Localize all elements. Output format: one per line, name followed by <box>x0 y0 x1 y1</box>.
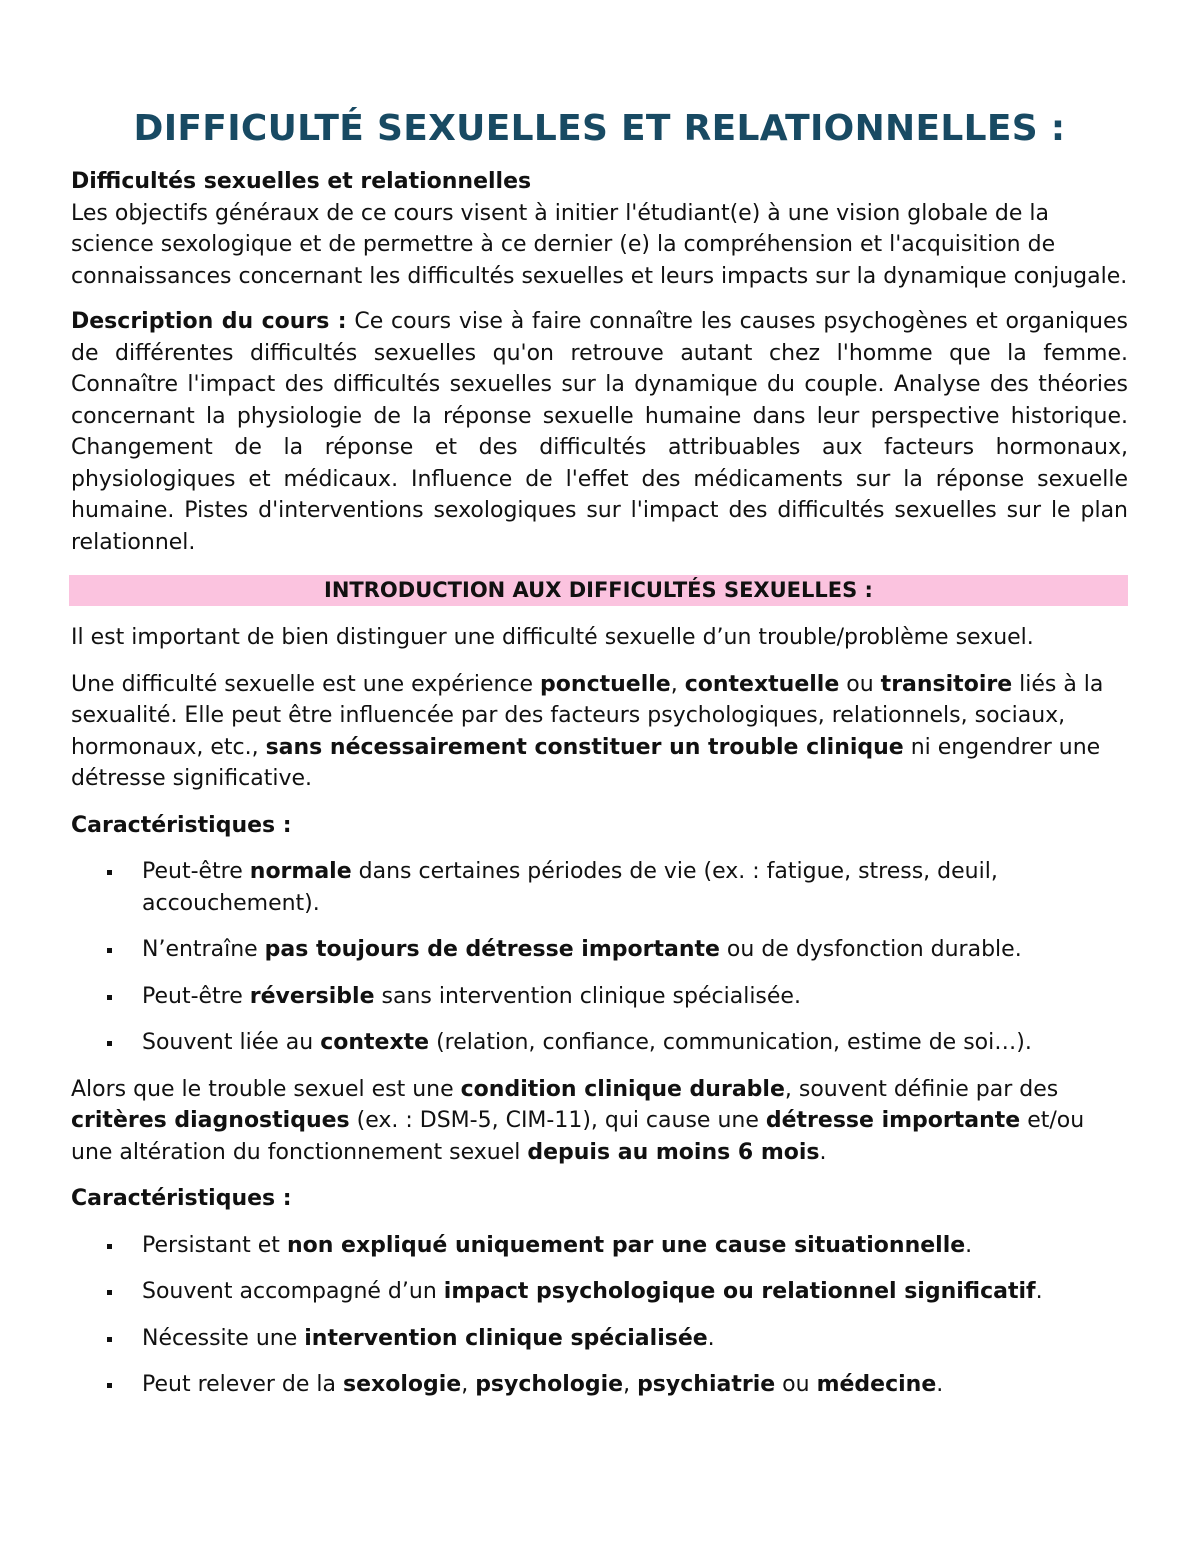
objectives-heading: Difficultés sexuelles et relationnelles <box>71 169 532 194</box>
difficulty-definition <box>71 669 1128 795</box>
text-run: , <box>461 1372 476 1397</box>
emphasis-psychiatrie: psychiatrie <box>637 1372 776 1397</box>
text-run: ou <box>775 1372 817 1397</box>
description-label: Description du cours : <box>71 309 347 334</box>
list-item <box>71 1230 1128 1262</box>
square-bullet-icon <box>107 948 112 953</box>
text-run: . <box>819 1139 827 1165</box>
text-run: Nécessite une <box>142 1325 305 1351</box>
emphasis: réversible <box>249 983 375 1009</box>
emphasis: non expliqué uniquement par une cause situationnelle <box>286 1232 966 1258</box>
square-bullet-icon <box>107 1290 112 1295</box>
emphasis-six-months: depuis au moins 6 mois <box>527 1139 820 1165</box>
text-run: N’entraîne <box>142 937 265 962</box>
text-run: Persistant et <box>142 1232 287 1258</box>
emphasis-ponctuelle: ponctuelle <box>540 671 671 697</box>
list-item <box>71 1369 1128 1401</box>
description-text: Ce cours vise à faire connaître les causes psychogènes et organiques de différentes difficultés sexuelles qu'on retrouve autant chez l'homme que la femme. Connaître l'impact des difficultés sexuelles sur la dynamique du couple. Analyse des théories concernant la physiologie de la réponse sexuelle humaine dans leur perspective historique. Changement de la réponse et des difficultés attribuables aux facteurs hormonaux, physiologiques et médicaux. Influence de l'effet des médicaments sur la réponse sexuelle humaine. Pistes d'interventions sexologiques sur l'impact des difficultés sexuelles sur le plan relationnel. <box>71 309 1128 555</box>
square-bullet-icon <box>107 1244 112 1249</box>
text-run: . <box>965 1232 973 1258</box>
objectives-text: Les objectifs généraux de ce cours visent à initier l'étudiant(e) à une vision globale de la science sexologique et de permettre à ce dernier (e) la compréhension et l'acquisition de connaissances concernant les difficultés sexuelles et leurs impacts sur la dynamique conjugale. <box>71 200 1128 289</box>
emphasis-transitoire: transitoire <box>880 671 1013 697</box>
emphasis: contexte <box>320 1030 430 1055</box>
emphasis-sexologie: sexologie <box>343 1372 462 1397</box>
emphasis: impact psychologique ou relationnel significatif <box>443 1279 1036 1304</box>
text-run: Peut relever de la <box>142 1372 343 1397</box>
text-run: . <box>1035 1279 1043 1304</box>
text-run: dans certaines périodes de vie (ex. : fatigue, stress, deuil, accouchement). <box>142 859 998 916</box>
characteristics-heading-difficulty: Caractéristiques : <box>71 812 292 838</box>
text-run: et/ou une altération du fonctionnement sexuel <box>71 1108 1085 1165</box>
square-bullet-icon <box>107 870 112 875</box>
course-objectives <box>71 166 1128 292</box>
text-run: Peut-être <box>142 859 250 884</box>
emphasis-significant-distress: détresse importante <box>765 1108 1021 1133</box>
emphasis-psychologie: psychologie <box>475 1372 624 1397</box>
list-item <box>71 1027 1128 1059</box>
list-item <box>71 1323 1128 1355</box>
list-item <box>71 934 1128 966</box>
list-item <box>71 981 1128 1013</box>
emphasis-contextuelle: contextuelle <box>684 671 840 697</box>
text-run: , souvent définie par des <box>784 1076 1059 1102</box>
text-run: Souvent liée au <box>142 1030 321 1055</box>
text-run: ou de dysfonction durable. <box>719 937 1022 962</box>
disorder-characteristics-list <box>71 1230 1128 1401</box>
square-bullet-icon <box>107 1383 112 1388</box>
list-item <box>71 1276 1128 1308</box>
square-bullet-icon <box>107 1337 112 1342</box>
course-description <box>71 306 1128 558</box>
emphasis-diagnostic-criteria: critères diagnostiques <box>71 1108 350 1133</box>
difficulty-characteristics-list <box>71 856 1128 1059</box>
text-run: ou <box>839 671 881 697</box>
text-run: (ex. : DSM-5, CIM-11), qui cause une <box>349 1108 766 1133</box>
emphasis: pas toujours de détresse importante <box>264 937 720 962</box>
text-run: Peut-être <box>142 983 250 1009</box>
emphasis: normale <box>249 859 352 884</box>
emphasis-no-clinical-disorder: sans nécessairement constituer un trouble clinique <box>265 734 904 760</box>
emphasis-medecine: médecine <box>816 1372 937 1397</box>
text-run: sans intervention clinique spécialisée. <box>374 983 801 1009</box>
emphasis-durable-condition: condition clinique durable <box>460 1076 785 1102</box>
disorder-definition <box>71 1074 1128 1169</box>
text-run: . <box>707 1325 715 1351</box>
text-run: liés à la sexualité. Elle peut être influencée par des facteurs psychologiques, relationnels, sociaux, hormonaux, etc., <box>71 671 1104 760</box>
text-run: , <box>670 671 685 697</box>
text-run: , <box>623 1372 638 1397</box>
distinction-statement: Il est important de bien distinguer une difficulté sexuelle d’un trouble/problème sexuel. <box>71 625 1034 650</box>
emphasis: intervention clinique spécialisée <box>304 1325 708 1351</box>
text-run: Une difficulté sexuelle est une expérience <box>71 671 541 697</box>
square-bullet-icon <box>107 995 112 1000</box>
characteristics-heading-disorder: Caractéristiques : <box>71 1186 292 1211</box>
text-run: . <box>936 1372 944 1397</box>
document-title: DIFFICULTÉ SEXUELLES ET RELATIONNELLES : <box>133 108 1066 149</box>
text-run: ni engendrer une détresse significative. <box>71 734 1101 791</box>
text-run: Alors que le trouble sexuel est une <box>71 1076 461 1102</box>
text-run: Souvent accompagné d’un <box>142 1279 444 1304</box>
section-banner-introduction: INTRODUCTION AUX DIFFICULTÉS SEXUELLES : <box>69 575 1128 606</box>
list-item <box>71 856 1128 919</box>
text-run: (relation, confiance, communication, estime de soi…). <box>429 1030 1032 1055</box>
square-bullet-icon <box>107 1041 112 1046</box>
